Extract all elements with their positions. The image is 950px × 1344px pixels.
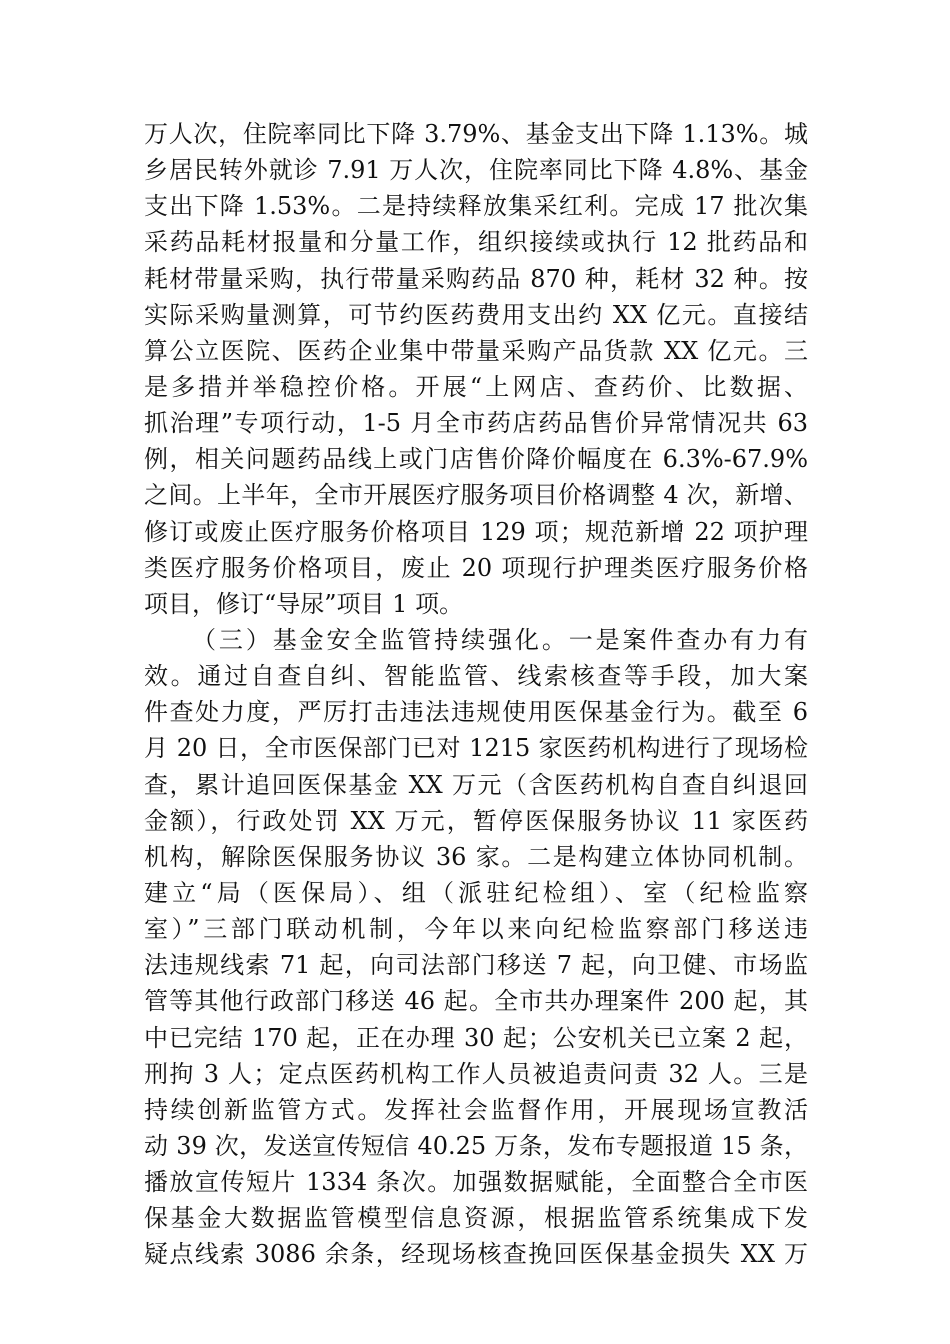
text-line: 算公立医院、医药企业集中带量采购产品货款 XX 亿元。三 [144,336,808,365]
text-line: 机构，解除医保服务协议 36 家。二是构建立体协同机制。 [144,842,808,871]
text-line: 万人次，住院率同比下降 3.79%、基金支出下降 1.13%。城 [144,120,808,148]
text-line: 中已完结 170 起，正在办理 30 起；公安机关已立案 2 起， [144,1023,808,1052]
text-line: 实际采购量测算，可节约医药费用支出约 XX 亿元。直接结 [144,300,808,329]
text-line: 件查处力度，严厉打击违法违规使用医保基金行为。截至 6 [144,698,808,727]
text-line: 月 20 日，全市医保部门已对 1215 家医药机构进行了现场检 [144,734,808,763]
text-line: 类医疗服务价格项目，废止 20 项现行护理类医疗服务价格 [144,553,808,582]
text-line: 是多措并举稳控价格。开展“上网店、查药价、比数据、 [144,372,808,401]
text-line: 修订或废止医疗服务价格项目 129 项；规范新增 22 项护理 [144,517,808,546]
text-line: 法违规线索 71 起，向司法部门移送 7 起，向卫健、市场监 [144,951,808,980]
text-line: 项目，修订“导尿”项目 1 项。 [144,589,464,618]
text-line: 管等其他行政部门移送 46 起。全市共办理案件 200 起，其 [144,987,808,1016]
text-line: 支出下降 1.53%。二是持续释放集采红利。完成 17 批次集 [144,192,808,221]
text-line: 动 39 次，发送宣传短信 40.25 万条，发布专题报道 15 条， [144,1131,808,1160]
text-line: 播放宣传短片 1334 条次。加强数据赋能，全面整合全市医 [144,1168,808,1197]
text-line: 保基金大数据监管模型信息资源，根据监管系统集成下发 [144,1204,808,1233]
text-line: 室）”三部门联动机制，今年以来向纪检监察部门移送违 [144,915,808,944]
text-line: 查，累计追回医保基金 XX 万元（含医药机构自查自纠退回 [144,770,808,799]
text-line: 疑点线索 3086 余条，经现场核查挽回医保基金损失 XX 万 [144,1240,808,1269]
text-line: 金额），行政处罚 XX 万元，暂停医保服务协议 11 家医药 [144,806,808,835]
text-line: 持续创新监管方式。发挥社会监督作用，开展现场宣教活 [144,1095,808,1124]
text-line: 乡居民转外就诊 7.91 万人次，住院率同比下降 4.8%、基金 [144,156,808,185]
text-line: 采药品耗材报量和分量工作，组织接续或执行 12 批药品和 [144,228,808,257]
text-line: 刑拘 3 人；定点医药机构工作人员被追责问责 32 人。三是 [144,1059,808,1088]
text-line: 耗材带量采购，执行带量采购药品 870 种，耗材 32 种。按 [144,264,808,293]
text-line: 例，相关问题药品线上或门店售价降价幅度在 6.3%-67.9% [144,445,808,474]
text-line: 之间。上半年，全市开展医疗服务项目价格调整 4 次，新增、 [144,481,808,510]
text-line: 效。通过自查自纠、智能监管、线索核查等手段，加大案 [144,662,808,691]
body-text [144,116,808,1273]
text-line: 抓治理”专项行动，1-5 月全市药店药品售价异常情况共 63 [144,409,808,438]
text-line: 建立“局（医保局）、组（派驻纪检组）、室（纪检监察 [144,878,808,907]
section-heading-line: （三）基金安全监管持续强化。一是案件查办有力有 [192,625,808,654]
